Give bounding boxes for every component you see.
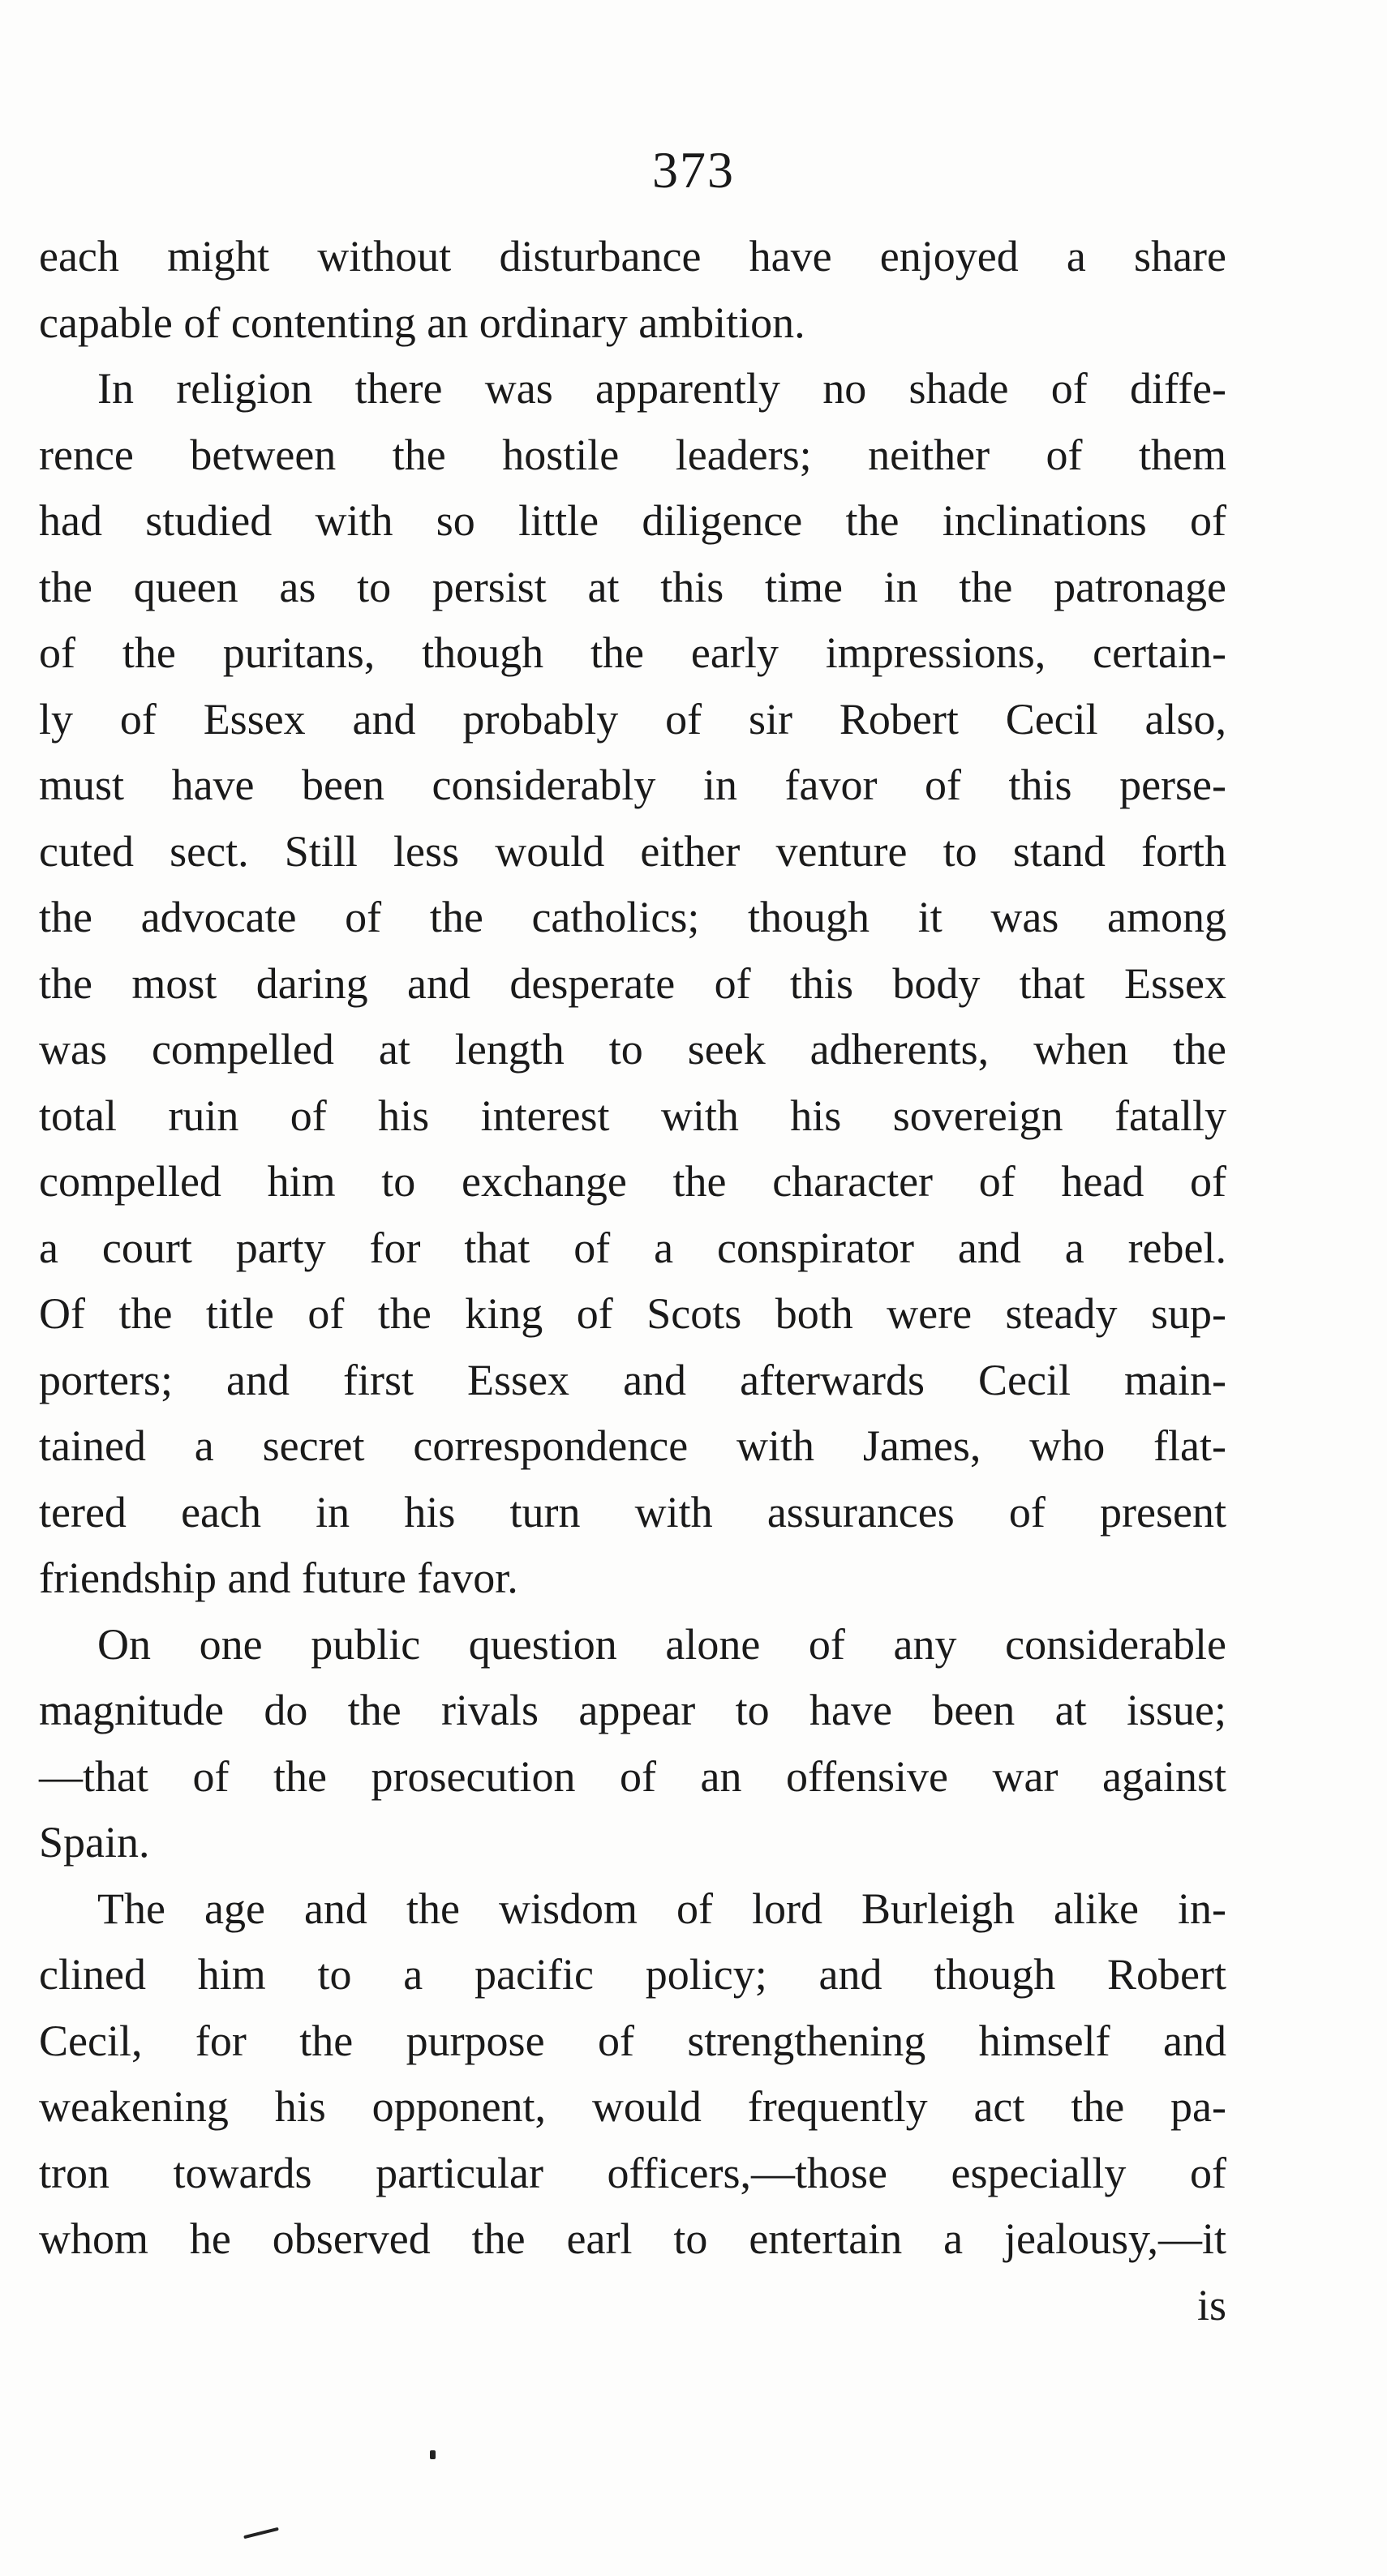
body-text (39, 224, 1226, 2338)
text-line: porters; and first Essex and afterwards Cecil main- (39, 1355, 1226, 1404)
text-line: magnitude do the rivals appear to have been at issue; (39, 1686, 1226, 1734)
text-line: tered each in his turn with assurances of present (39, 1487, 1226, 1537)
text-line: total ruin of his interest with his sovereign fatally (39, 1091, 1226, 1140)
catchword: is (1196, 2280, 1226, 2330)
text-line: cuted sect. Still less would either venture to stand forth (39, 826, 1226, 876)
text-line: capable of contenting an ordinary ambition. (39, 298, 805, 347)
text-line: —that of the prosecution of an offensive war against (39, 1751, 1226, 1801)
text-line: of the puritans, though the early impressions, certain- (39, 628, 1226, 677)
text-line: weakening his opponent, would frequently act the pa- (39, 2082, 1226, 2131)
text-line: must have been considerably in favor of this perse- (39, 761, 1226, 809)
text-line: tained a secret correspondence with James, who flat- (39, 1421, 1226, 1470)
page-number: 373 (652, 141, 735, 199)
text-line: was compelled at length to seek adherents, when the (39, 1025, 1226, 1074)
text-line: rence between the hostile leaders; neither of them (39, 430, 1226, 479)
ink-speck (430, 2450, 436, 2459)
text-line: Cecil, for the purpose of strengthening himself and (39, 2016, 1226, 2065)
paragraph-start-line: On one public question alone of any considerable (97, 1619, 1226, 1669)
text-line: Spain. (39, 1818, 150, 1867)
text-line: Of the title of the king of Scots both were steady sup- (39, 1289, 1226, 1338)
text-line: the advocate of the catholics; though it was among (39, 893, 1226, 941)
text-line: had studied with so little diligence the inclinations of (39, 496, 1226, 545)
text-line: clined him to a pacific policy; and though Robert (39, 1950, 1226, 1999)
text-line: the most daring and desperate of this body that Essex (39, 958, 1226, 1008)
ink-speck (243, 2527, 279, 2540)
text-line: each might without disturbance have enjoyed a share (39, 232, 1226, 281)
text-line: friendship and future favor. (39, 1554, 518, 1602)
text-line: ly of Essex and probably of sir Robert Cecil also, (39, 694, 1226, 744)
paragraph-start-line: In religion there was apparently no shade of diffe- (97, 364, 1226, 413)
text-line: whom he observed the earl to entertain a jealousy,—it (39, 2214, 1226, 2263)
text-line: tron towards particular officers,—those especially of (39, 2148, 1226, 2197)
paragraph-start-line: The age and the wisdom of lord Burleigh alike in- (97, 1884, 1226, 1933)
text-line: a court party for that of a conspirator and a rebel. (39, 1223, 1226, 1272)
text-line: compelled him to exchange the character of head of (39, 1157, 1226, 1206)
text-line: the queen as to persist at this time in the patronage (39, 562, 1226, 611)
